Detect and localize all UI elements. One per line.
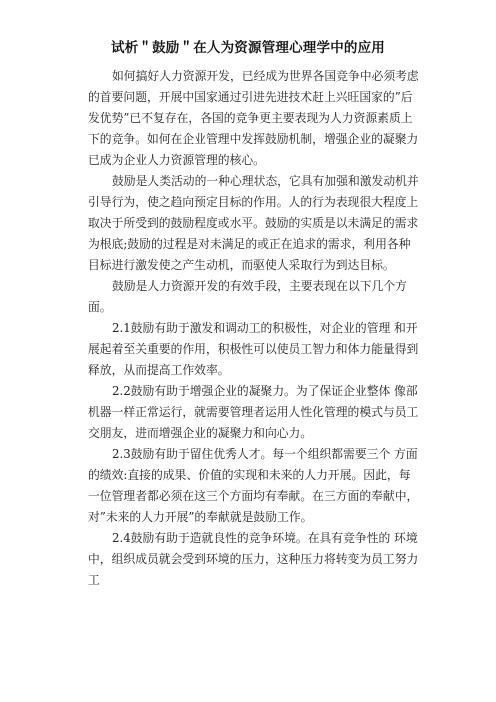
paragraph-point-2-1: 2.1鼓励有助于激发和调动工的积极性，对企业的管理 和开展起着至关重要的作用，积极性可以使员工智力和体力能量得到释放，从而提高工作效率。 (88, 321, 419, 377)
document-title: 试析＂鼓励＂在人为资源管理心理学中的应用 (111, 40, 385, 56)
paragraph-point-2-2: 2.2鼓励有助于增强企业的凝聚力。为了保证企业整体 像部机器一样正常运行，就需要管理者运用人性化管理的模式与员工交朋友，进而增强企业的凝聚力和向心力。 (88, 384, 419, 440)
paragraph-overview: 鼓励是人力资源开发的有效手段，主要表现在以下几个方面。 (88, 279, 407, 314)
paragraph-point-2-3: 2.3鼓励有助于留住优秀人才。每一个组织都需要三个 方面的绩效:直接的成果、价值的实现和未来的人力开展。因此，每一位管理者都必须在这三个方面均有奉献。在三方面的奉献中，对”未来的人力开展”的奉献就是鼓励工作。 (88, 447, 419, 524)
paragraph-intro: 如何搞好人力资源开发，已经成为世界各国竞争中必须考虑的首要问题，开展中国家通过引进先进技术赶上兴旺国家的”后发优势”已不复存在，各国的竞争更主要表现为人力资源素质上下的竞争。如何在企业管理中发挥鼓励机制，增强企业的凝聚力已成为企业人力资源管理的核心。 (88, 69, 419, 167)
document-body (88, 66, 420, 591)
paragraph-point-2-4: 2.4鼓励有助于造就良性的竞争环境。在具有竞争性的 环境中，组织成员就会受到环境的压力，这种压力将转变为员工努力工 (88, 531, 419, 587)
paragraph-definition: 鼓励是人类活动的一种心理状态，它具有加强和激发动机并引导行为，使之趋向预定目标的作用。人的行为表现很大程度上取决于所受到的鼓励程度或水平。鼓励的实质是以未满足的需求为根底;鼓励的过程是对未满足的或正在追求的需求，利用各种目标进行激发使之产生动机，而驱使人采取行为到达目标。 (88, 174, 419, 272)
